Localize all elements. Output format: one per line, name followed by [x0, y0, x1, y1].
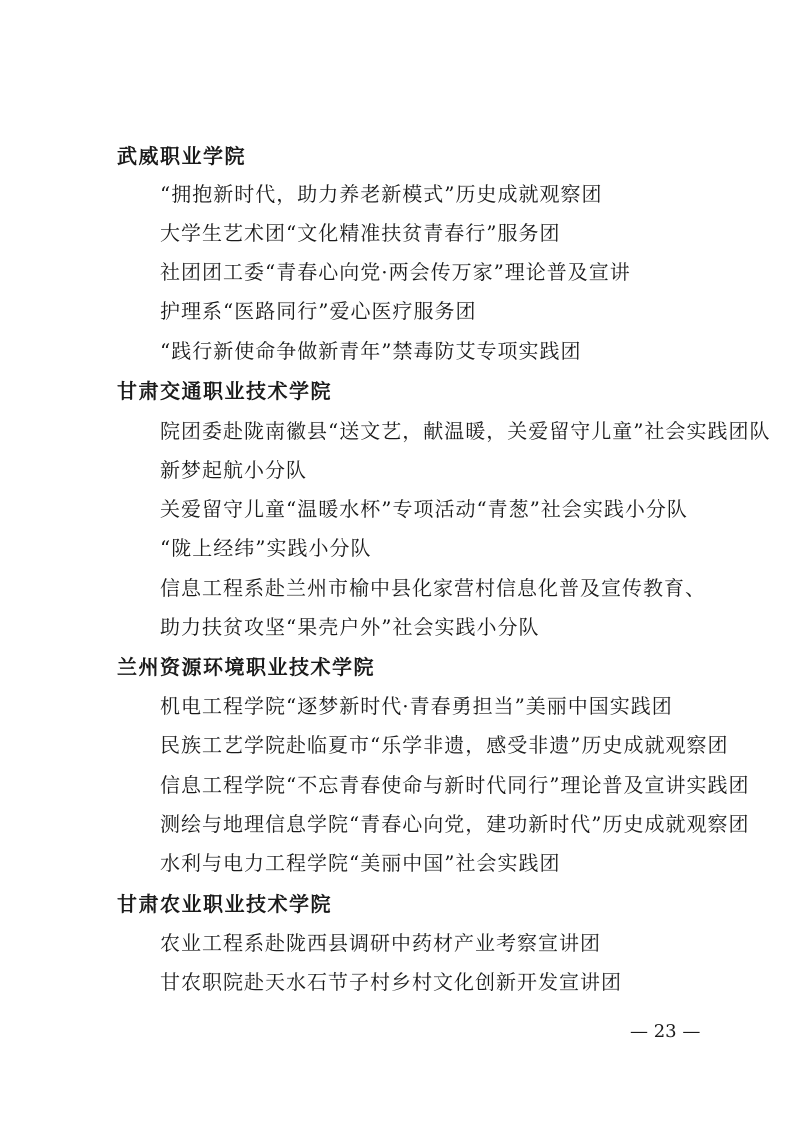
section-heading: 甘肃交通职业技术学院: [117, 379, 332, 403]
section-heading: 甘肃农业职业技术学院: [117, 892, 332, 916]
section-heading: 兰州资源环境职业技术学院: [117, 655, 375, 679]
list-item: 水利与电力工程学院“美丽中国”社会实践团: [160, 851, 561, 875]
page-number: — 23 —: [630, 1021, 701, 1042]
list-item: 关爱留守儿童“温暖水杯”专项活动“青葱”社会实践小分队: [160, 497, 688, 521]
list-item: “拥抱新时代，助力养老新模式”历史成就观察团: [160, 182, 603, 206]
list-item: 大学生艺术团“文化精准扶贫青春行”服务团: [160, 221, 561, 245]
list-item: 护理系“医路同行”爱心医疗服务团: [160, 299, 477, 323]
list-item: 院团委赴陇南徽县“送文艺，献温暖，关爱留守儿童”社会实践团队: [160, 419, 771, 443]
list-item: 测绘与地理信息学院“青春心向党，建功新时代”历史成就观察团: [160, 812, 750, 836]
list-item: “陇上经纬”实践小分队: [160, 536, 372, 560]
list-item: 社团团工委“青春心向党·两会传万家”理论普及宣讲: [160, 260, 631, 284]
list-item: 信息工程学院“不忘青春使命与新时代同行”理论普及宣讲实践团: [160, 773, 750, 797]
list-item: “践行新使命争做新青年”禁毒防艾专项实践团: [160, 339, 582, 363]
list-item: 机电工程学院“逐梦新时代·青春勇担当”美丽中国实践团: [160, 694, 673, 718]
list-item: 新梦起航小分队: [160, 458, 307, 482]
list-item: 民族工艺学院赴临夏市“乐学非遗，感受非遗”历史成就观察团: [160, 733, 729, 757]
list-item: 农业工程系赴陇西县调研中药材产业考察宣讲团: [160, 931, 601, 955]
list-item: 助力扶贫攻坚“果壳户外”社会实践小分队: [160, 615, 540, 639]
list-item: 信息工程系赴兰州市榆中县化家营村信息化普及宣传教育、: [160, 576, 706, 600]
section-heading: 武威职业学院: [117, 144, 246, 168]
list-item: 甘农职院赴天水石节子村乡村文化创新开发宣讲团: [160, 970, 622, 994]
